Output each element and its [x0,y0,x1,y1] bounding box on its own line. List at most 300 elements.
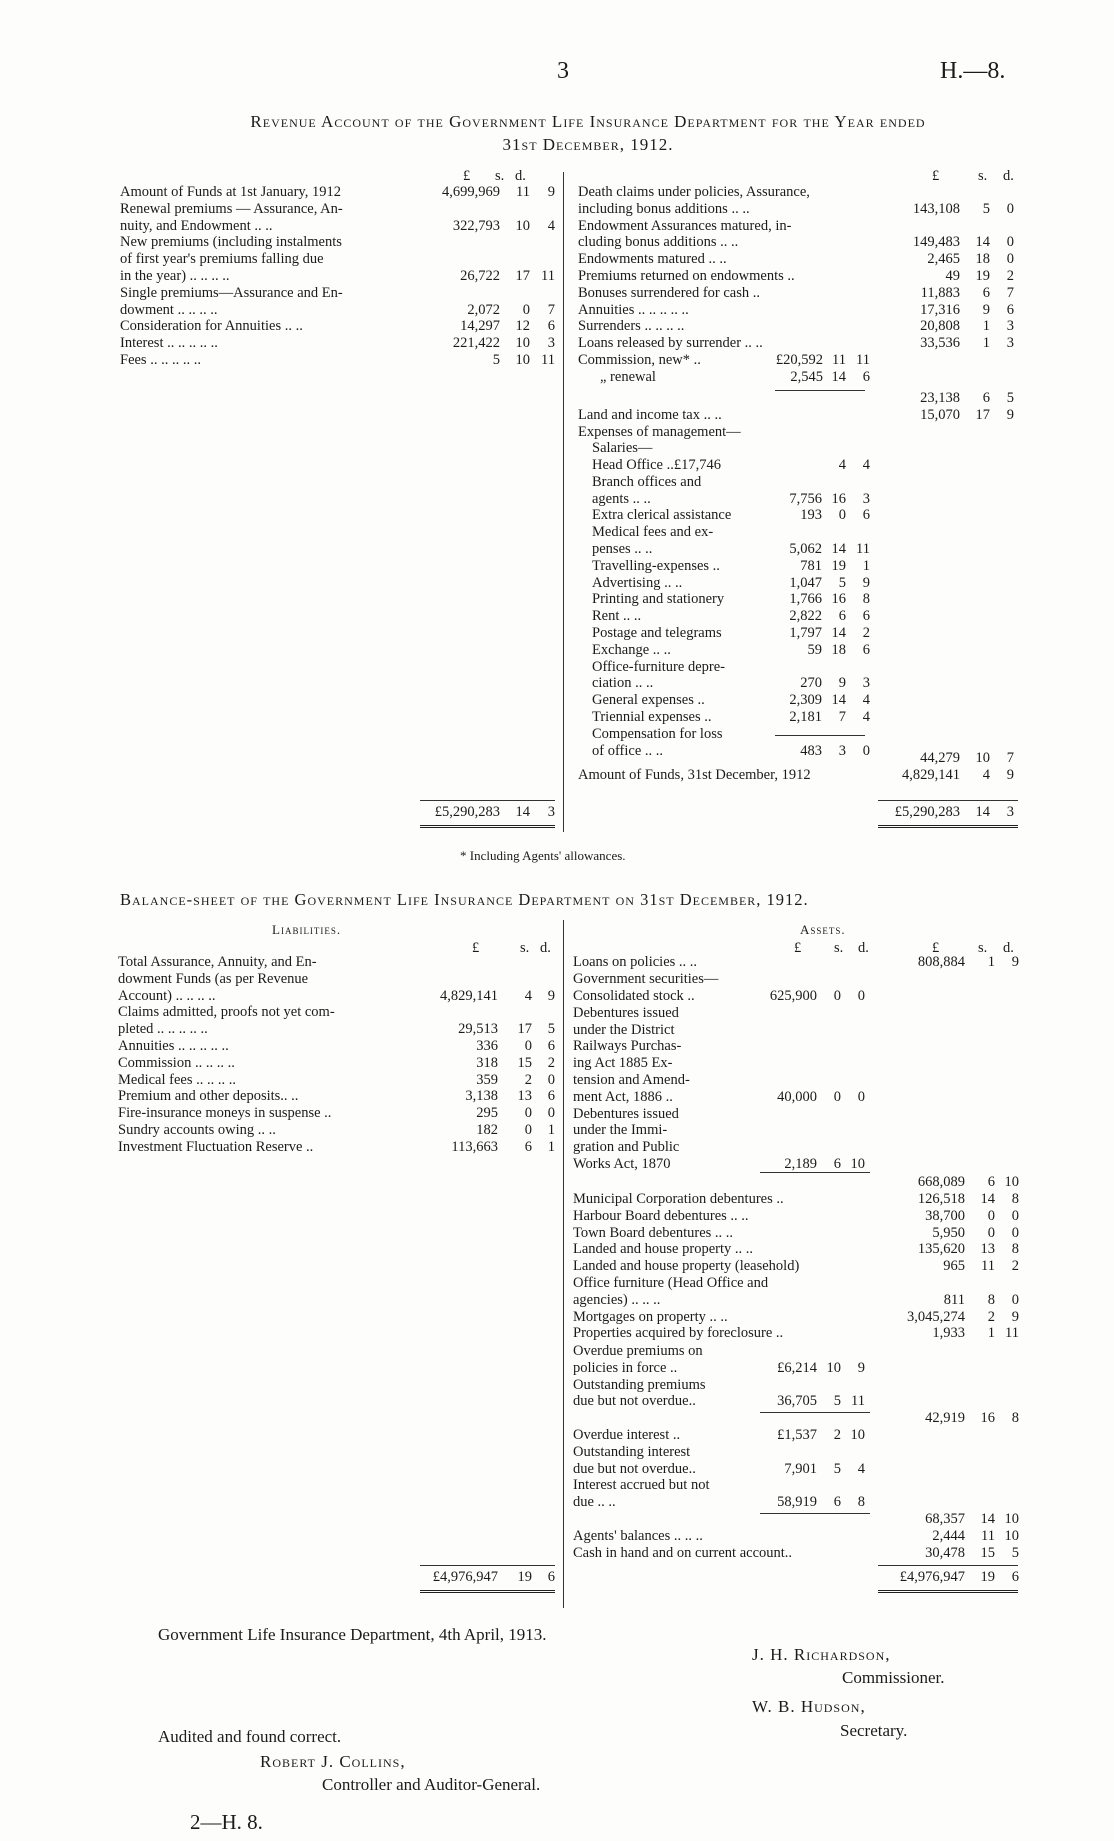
ledger-row-label: Postage and telegrams [592,624,722,641]
ledger-pounds: 1,933 [932,1325,965,1342]
ledger-pence: 8 [1011,1241,1019,1258]
ledger-pence: 2 [547,1054,555,1071]
liabilities-total-pounds: £4,976,947 [432,1569,498,1585]
ledger-row-label: Properties acquired by foreclosure .. [573,1325,784,1342]
ledger-row-label: Triennial expenses .. [592,708,712,725]
ledger-row [118,1055,560,1072]
commissioner-name: J. H. Richardson, [752,1645,891,1664]
loans-pounds: 808,884 [917,954,965,970]
ledger-shillings: 17 [515,267,530,284]
rev-left-total-row [120,804,560,821]
ledger-shillings: 14 [831,692,846,709]
ledger-row [592,491,892,508]
commission-total-block [578,390,1018,457]
expenses-total-shillings: 10 [975,750,990,766]
ledger-row-label: Agents' balances .. .. .. [573,1528,703,1544]
commission-new-pence: 11 [856,352,870,368]
ledger-row [573,1275,1023,1292]
ledger-pence: 11 [851,1393,865,1410]
ledger-pence: 10 [1004,1528,1019,1544]
ledger-row [592,675,892,692]
gov-sec-total-pence: 10 [1004,1174,1019,1190]
asset-outer-shilling-head: s. [978,940,988,956]
ledger-row [573,1393,873,1410]
ledger-shillings: 12 [515,318,530,335]
ledger-pounds: £1,537 [777,1427,817,1443]
ledger-row [573,1122,873,1139]
commission-renewal-label: „ renewal [600,368,656,385]
ledger-shillings: 0 [524,1121,532,1138]
rev-right-total-row [578,804,1018,821]
loans-pence: 9 [1011,954,1019,970]
liab-pence-head: d. [540,940,551,956]
expenses-total-block [578,750,1018,784]
rev-right-total-double-rule [878,825,1018,828]
ledger-pence: 2 [1011,1258,1019,1275]
ledger-row [573,1072,873,1089]
ledger-pounds: 295 [476,1105,498,1122]
ledger-shillings: 18 [831,641,846,658]
revenue-payments-table [578,184,1018,352]
ledger-shillings: 6 [982,284,990,301]
asset-outer-pence-head: d. [1003,940,1014,956]
ledger-pence: 0 [1011,1291,1019,1308]
government-securities-table [573,988,873,1173]
ledger-row [573,988,873,1005]
ledger-row [118,988,560,1005]
ledger-row [120,352,560,369]
ledger-shillings: 1 [982,318,990,335]
assets-total-row [573,1569,1023,1586]
commissioner-title: Commissioner. [842,1668,945,1687]
closing-funds-pounds: 4,829,141 [902,766,960,783]
liabilities-total-shillings: 19 [517,1569,532,1585]
ledger-row [120,184,560,201]
ledger-row-label: Loans released by surrender .. .. [578,335,763,352]
ledger-shillings: 1 [982,335,990,352]
ledger-row-label: Medical fees and ex- [592,524,714,541]
ledger-pence: 3 [862,490,870,507]
commission-total-shillings: 6 [982,390,990,406]
liabilities-total [118,1569,560,1586]
salaries-heading: Salaries— [592,440,653,457]
ledger-row-label: due .. .. [573,1494,616,1511]
ledger-pounds: 2,309 [789,692,822,709]
department-date-line: Government Life Insurance Department, 4th April, 1913. [158,1625,547,1644]
ledger-row-label: Head Office ..£17,746 [592,457,721,473]
ledger-shillings: 5 [838,574,846,591]
ledger-pence: 1 [547,1138,555,1155]
ledger-pence: 6 [862,507,870,524]
ledger-row-label: Mortgages on property .. .. [573,1308,728,1325]
secretary-name: W. B. Hudson, [752,1697,866,1716]
ledger-row-label: in the year) .. .. .. .. [120,267,230,284]
ledger-shillings: 7 [838,708,846,725]
ledger-pence: 0 [857,988,865,1004]
liab-pound-head: £ [472,940,480,956]
ledger-row [592,608,892,625]
ledger-row-label: Works Act, 1870 [573,1155,671,1172]
rev-right-total-shillings: 14 [975,804,990,820]
ledger-row-label: Debentures issued [573,1105,679,1122]
ledger-pence: 11 [541,267,555,284]
interest-total [573,1511,1023,1528]
ledger-pence: 9 [1011,1308,1019,1325]
ledger-row-label: Sundry accounts owing .. .. [118,1121,276,1138]
ledger-row-label: Medical fees .. .. .. .. [118,1071,236,1088]
ledger-row-label: Single premiums—Assurance and En- [120,284,343,301]
loans-block [573,954,1023,988]
ledger-shillings: 1 [987,1325,995,1342]
ledger-pounds: 38,700 [925,1207,965,1224]
ledger-row-label: Endowments matured .. .. [578,251,727,268]
ledger-pounds: 193 [800,507,822,524]
ledger-row-label: of office .. .. [592,742,663,759]
ledger-pence: 3 [1006,335,1014,352]
gov-sec-heading-row [573,971,1023,988]
ledger-row-label: Death claims under policies, Assurance, [578,184,810,200]
ledger-pence: 3 [862,675,870,692]
commission-renewal-pence: 6 [862,368,870,385]
ledger-row [573,1005,873,1022]
ledger-pence: 6 [547,318,555,335]
ledger-row [120,234,560,251]
ledger-row [118,1139,560,1156]
footnote: * Including Agents' allowances. [460,848,626,863]
ledger-pounds: 113,663 [451,1138,498,1155]
asset-inner-shilling-head: s. [834,940,844,956]
ledger-row [573,1343,873,1360]
ledger-row [578,251,1018,268]
asset-outer-pound-head: £ [932,940,940,956]
ledger-pounds: 221,422 [452,335,500,352]
premiums-total-row [573,1410,1023,1427]
ledger-pounds: 3,045,274 [907,1308,965,1325]
ledger-pounds: 126,518 [917,1191,965,1207]
commission-total-pounds: 23,138 [920,390,960,406]
ledger-row-label: Municipal Corporation debentures .. [573,1191,784,1207]
ledger-pence: 3 [547,335,555,352]
ledger-pounds: 318 [476,1054,498,1071]
ledger-row-label: tension and Amend- [573,1071,690,1088]
commission-renewal-pounds: 2,545 [790,368,823,385]
ledger-pence: 7 [547,301,555,318]
revenue-left-total [120,804,560,821]
ledger-pounds: 359 [476,1071,498,1088]
ledger-shillings: 2 [524,1071,532,1088]
ledger-pence: 6 [547,1037,555,1054]
ledger-pounds: 149,483 [912,234,960,251]
closing-funds-row [578,767,1018,784]
ledger-pence: 2 [862,624,870,641]
ledger-pounds: 49 [945,267,960,284]
ledger-shillings: 0 [522,301,530,318]
ledger-pounds: 7,901 [784,1460,817,1477]
ledger-shillings: 4 [838,457,846,473]
ledger-row [120,268,560,285]
ledger-pence: 8 [862,591,870,608]
expenses-heading-row [578,424,1018,441]
ledger-pounds: 5 [492,351,500,368]
rev-right-total-rule [878,800,1018,801]
ledger-pence: 4 [857,1460,865,1477]
ledger-row-label: penses .. .. [592,540,653,557]
ledger-row-label: Office-furniture depre- [592,658,725,675]
liab-shilling-head: s. [520,940,530,956]
ledger-pounds: 30,478 [925,1544,965,1561]
ledger-row-label: Landed and house property (leasehold) [573,1258,800,1275]
ledger-pence: 4 [862,457,870,473]
assets-total-double-rule [878,1590,1018,1593]
ledger-row [592,642,892,659]
ledger-row-label: cluding bonus additions .. .. [578,234,739,251]
ledger-row [592,591,892,608]
ledger-shillings: 16 [831,591,846,608]
ledger-shillings: 15 [980,1544,995,1561]
closing-funds-pence: 9 [1006,766,1014,783]
ledger-row [120,218,560,235]
ledger-shillings: 11 [516,184,530,200]
ledger-pounds: 2,444 [932,1528,965,1544]
ledger-pounds: 11,883 [920,284,960,301]
ledger-pence: 11 [856,540,870,557]
ledger-pence: 6 [862,641,870,658]
ledger-pence: 0 [1006,234,1014,251]
ledger-row-label: policies in force .. [573,1359,678,1376]
revenue-title-line2: 31st December, 1912. [502,135,674,154]
ledger-row [573,1208,1023,1225]
ledger-pence: 1 [862,557,870,574]
expenses-heading: Expenses of management— [578,423,741,440]
ledger-row [578,201,1018,218]
ledger-pounds: 1,766 [789,591,822,608]
expenses-total-pounds: 44,279 [920,750,960,766]
ledger-pounds: 29,513 [458,1021,498,1038]
ledger-row-label: General expenses .. [592,692,705,709]
ledger-row-label: Account) .. .. .. .. [118,987,216,1004]
ledger-row-label: New premiums (including instalments [120,234,342,251]
ledger-row [120,335,560,352]
ledger-shillings: 19 [975,267,990,284]
rev-left-total-pence: 3 [547,804,555,820]
ledger-row [578,218,1018,235]
ledger-pounds: 322,793 [452,217,500,234]
ledger-row [573,1377,873,1394]
ledger-shillings: 6 [524,1138,532,1155]
commission-total-row [578,390,1018,407]
ledger-row-label: Office furniture (Head Office and [573,1274,769,1291]
ledger-shillings: 18 [975,251,990,268]
ledger-row-label: Amount of Funds at 1st January, 1912 [120,184,341,200]
interest-total-shillings: 14 [980,1511,995,1527]
ledger-pounds: 5,950 [932,1224,965,1241]
ledger-row [573,1258,1023,1275]
interest-total-row [573,1511,1023,1528]
ledger-pence: 3 [1006,318,1014,335]
ledger-row [118,1088,560,1105]
ledger-row [592,541,892,558]
ledger-shillings: 0 [833,988,841,1004]
ledger-row-label: Surrenders .. .. .. .. [578,318,685,335]
ledger-pounds: 59 [807,641,822,658]
ledger-pounds: 625,900 [769,988,817,1004]
ledger-row [573,1055,873,1072]
ledger-row [118,1004,560,1021]
expenses-table [592,457,892,759]
commission-total-pence: 5 [1006,390,1014,406]
expenses-subtotal-rule [775,735,865,736]
land-tax-pence: 9 [1006,406,1014,423]
premiums-table [573,1343,873,1410]
ledger-shillings: 0 [833,1088,841,1105]
gov-sec-heading: Government securities— [573,970,719,987]
premiums-total-pence: 8 [1011,1410,1019,1426]
rev-left-pound-head: £ [463,168,471,184]
ledger-row-label: Town Board debentures .. .. [573,1224,734,1241]
document-code: H.—8. [940,58,1006,84]
ledger-pounds: 5,062 [789,540,822,557]
ledger-pence: 10 [850,1155,865,1172]
ledger-shillings: 19 [831,557,846,574]
assets-total-pence: 6 [1011,1569,1019,1585]
gov-sec-total-shillings: 6 [987,1174,995,1190]
land-tax-pounds: 15,070 [920,406,960,423]
ledger-pounds: 336 [476,1037,498,1054]
liabilities-total-row [118,1569,560,1586]
ledger-pence: 9 [857,1359,865,1376]
ledger-pence: 1 [547,1121,555,1138]
ledger-row [592,507,892,524]
ledger-pounds: 2,072 [467,301,500,318]
ledger-pounds: 2,465 [927,251,960,268]
land-tax-row [578,407,1018,424]
ledger-shillings: 13 [517,1088,532,1105]
ledger-row [592,692,892,709]
ledger-pounds: 14,297 [460,318,500,335]
ledger-pounds: 7,756 [789,490,822,507]
ledger-pounds: 33,536 [920,335,960,352]
ledger-pounds: 270 [800,675,822,692]
ledger-row-label: Total Assurance, Annuity, and En- [118,954,317,970]
ledger-row [573,1106,873,1123]
ledger-row [578,335,1018,352]
ledger-row-label: ing Act 1885 Ex- [573,1055,673,1072]
gov-sec-total [573,1174,1023,1191]
ledger-pounds: 811 [943,1291,965,1308]
ledger-row-label: Claims admitted, proofs not yet com- [118,1004,335,1021]
revenue-receipts-table [120,184,560,369]
auditor-title: Controller and Auditor-General. [322,1775,541,1794]
rev-left-total-shillings: 14 [515,804,530,820]
interest-total-pounds: 68,357 [925,1511,965,1527]
ledger-row [573,1309,1023,1326]
ledger-pounds: 4,699,969 [442,184,500,200]
ledger-row-label: Renewal premiums — Assurance, An- [120,200,343,217]
ledger-shillings: 14 [975,234,990,251]
commission-new-row [578,352,1018,369]
ledger-pence: 0 [857,1088,865,1105]
ledger-shillings: 8 [987,1291,995,1308]
ledger-row [573,1360,873,1377]
assets-end-table [573,1528,1023,1562]
ledger-shillings: 0 [987,1207,995,1224]
revenue-right-total [578,804,1018,821]
rev-left-pence-head: d. [515,168,526,184]
assets-total [573,1569,1023,1586]
ledger-pounds: 36,705 [777,1393,817,1410]
ledger-row [578,268,1018,285]
ledger-row-label: Rent .. .. [592,608,642,625]
loans-row [573,954,1023,971]
ledger-shillings: 10 [515,351,530,368]
ledger-pence: 8 [857,1494,865,1511]
ledger-row-label: pleted .. .. .. .. .. [118,1021,208,1038]
ledger-shillings: 14 [980,1191,995,1207]
ledger-shillings: 6 [833,1155,841,1172]
asset-inner-pence-head: d. [858,940,869,956]
ledger-shillings: 0 [838,507,846,524]
ledger-row-label: Annuities .. .. .. .. .. [118,1037,229,1054]
liabilities-table [118,954,560,1156]
ledger-shillings: 14 [831,540,846,557]
ledger-shillings: 11 [981,1528,995,1544]
premiums-total-shillings: 16 [980,1410,995,1426]
ledger-shillings: 0 [524,1105,532,1122]
ledger-shillings: 6 [838,608,846,625]
ledger-row-label: Premiums returned on endowments .. [578,267,795,284]
ledger-shillings: 0 [524,1037,532,1054]
ledger-row [118,1105,560,1122]
ledger-row [573,1191,1023,1208]
ledger-row-label: of first year's premiums falling due [120,251,324,268]
ledger-shillings: 4 [524,987,532,1004]
ledger-pence: 11 [541,351,555,368]
ledger-row-label: under the Immi- [573,1122,668,1139]
ledger-pence: 5 [1011,1544,1019,1561]
ledger-row-label: Branch offices and [592,473,702,490]
rev-left-shilling-head: s. [495,168,505,184]
commission-new-pounds: £20,592 [775,352,823,368]
ledger-row [120,285,560,302]
ledger-row [118,1122,560,1139]
commission-block [578,352,1018,386]
ledger-pence: 10 [850,1427,865,1443]
assets-mid-table [573,1191,1023,1342]
rev-right-shilling-head: s. [978,168,988,184]
secretary-title: Secretary. [840,1721,908,1740]
ledger-row [573,1545,1023,1562]
rev-right-total-pence: 3 [1006,804,1014,820]
ledger-shillings: 6 [833,1494,841,1511]
ledger-row [573,1494,873,1511]
ledger-pounds: 2,181 [789,708,822,725]
ledger-pence: 9 [547,987,555,1004]
ledger-pounds: 135,620 [917,1241,965,1258]
ledger-row [573,1444,873,1461]
ledger-row [578,318,1018,335]
gov-sec-total-pounds: 668,089 [917,1174,965,1190]
ledger-row-label: Commission .. .. .. .. [118,1054,235,1071]
revenue-title-line1: Revenue Account of the Government Life Insurance Department for the Year ended [250,112,926,131]
rev-left-total-double-rule [420,825,555,828]
gov-sec-subtotal-rule [760,1172,870,1173]
ledger-row-label: Debentures issued [573,1004,679,1021]
ledger-pence: 0 [1006,200,1014,217]
ledger-pounds: 40,000 [777,1088,817,1105]
ledger-row-label: Railways Purchas- [573,1038,682,1055]
ledger-row [573,1427,873,1444]
assets-total-rule [878,1565,1018,1566]
